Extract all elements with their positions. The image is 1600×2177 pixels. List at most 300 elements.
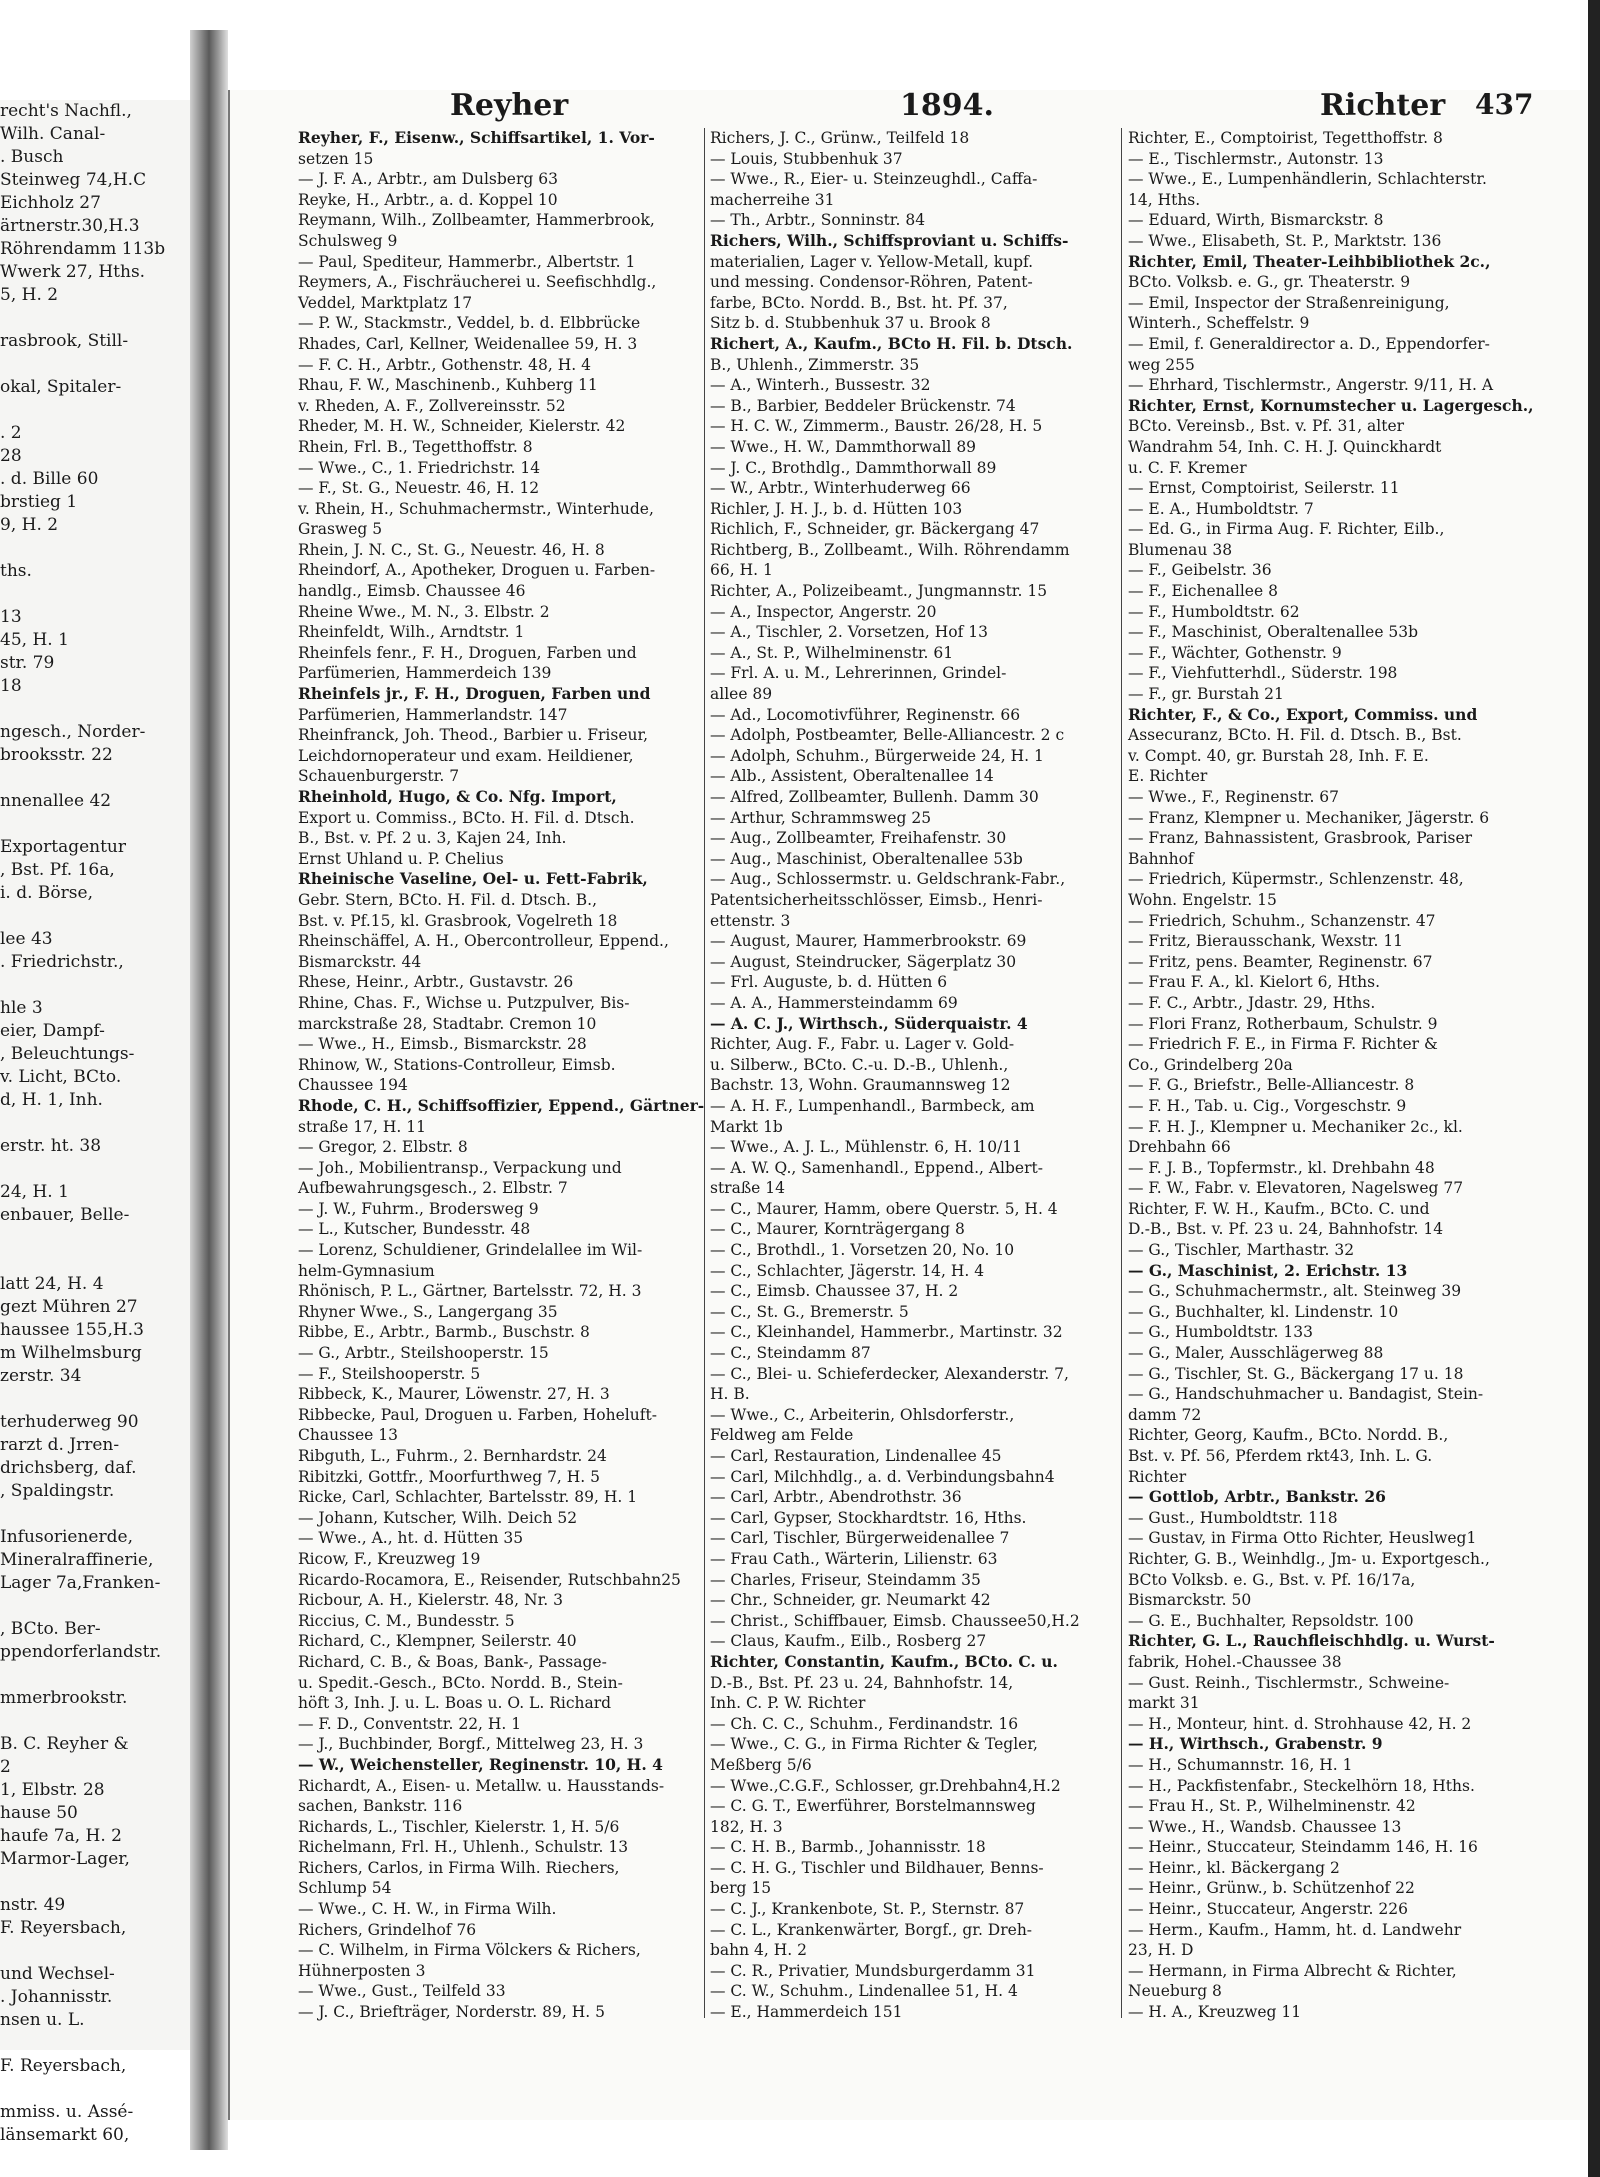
directory-entry-line: — Friedrich, Küpermstr., Schlenzenstr. 48,: [1128, 870, 1464, 889]
directory-entry-line: — Aug., Schlossermstr. u. Geldschrank-Fabr.,: [710, 870, 1066, 889]
directory-entry-line: Richers, J. C., Grünw., Teilfeld 18: [710, 129, 970, 147]
left-page-line: [0, 307, 190, 330]
directory-entry-line: — August, Steindrucker, Sägerplatz 30: [710, 952, 1017, 971]
directory-entry-line: — G., Tischler, Marthastr. 32: [1128, 1241, 1355, 1260]
directory-entry-line: — Wwe., H., Wandsb. Chaussee 13: [1128, 1817, 1402, 1836]
directory-entry-line: — Heinr., Stuccateur, Steindamm 146, H. 16: [1128, 1838, 1478, 1857]
directory-entry-line: — Alb., Assistent, Oberaltenallee 14: [710, 767, 994, 786]
directory-entry-line: Ricardo-Rocamora, E., Reisender, Rutschbahn25: [298, 1570, 681, 1589]
directory-entry-line: Bahnhof: [1128, 849, 1194, 868]
directory-entry-line: Feldweg am Felde: [710, 1426, 854, 1445]
left-page-line: [0, 905, 190, 928]
left-page-line: 13: [0, 607, 22, 627]
directory-entry-line: — C., Maurer, Hamm, obere Querstr. 5, H. 4: [710, 1199, 1058, 1218]
directory-entry-line: — C., Maurer, Kornträgergang 8: [710, 1220, 965, 1239]
left-page-line: brooksstr. 22: [0, 745, 113, 765]
left-page-line: okal, Spitaler-: [0, 377, 122, 397]
directory-entry-line: berg 15: [710, 1879, 772, 1898]
directory-entry-line: — Carl, Milchhdlg., a. d. Verbindungsbahn4: [710, 1467, 1055, 1486]
directory-entry-line: Richter, Georg, Kaufm., BCto. Nordd. B.,: [1128, 1426, 1449, 1445]
left-page-line: und Wechsel-: [0, 1964, 115, 1984]
directory-entry-line: — Ch. C. C., Schuhm., Ferdinandstr. 16: [710, 1714, 1019, 1733]
directory-entry-line: — Wwe., Gust., Teilfeld 33: [298, 1982, 506, 2001]
directory-entry-line: — J., Buchbinder, Borgf., Mittelweg 23, H. 3: [298, 1735, 644, 1754]
left-page-line: . d. Bille 60: [0, 469, 99, 489]
directory-entry-line: Richelmann, Frl. H., Uhlenh., Schulstr. 13: [298, 1838, 629, 1857]
directory-entry-line: — Wwe., H. W., Dammthorwall 89: [710, 437, 977, 456]
directory-entry-line: Riccius, C. M., Bundesstr. 5: [298, 1611, 515, 1630]
directory-entry-line: — Hermann, in Firma Albrecht & Richter,: [1128, 1961, 1457, 1980]
directory-entry-line: — Adolph, Schuhm., Bürgerweide 24, H. 1: [710, 746, 1044, 765]
directory-entry-line: Richers, Wilh., Schiffsproviant u. Schiffs-: [710, 230, 1069, 250]
directory-entry-line: — C. R., Privatier, Mundsburgerdamm 31: [710, 1961, 1036, 1980]
left-page-line: 45, H. 1: [0, 630, 69, 650]
directory-entry-line: Richter, Ernst, Kornumstecher u. Lagergesch.,: [1128, 395, 1534, 415]
directory-entry-line: — A., St. P., Wilhelminenstr. 61: [710, 643, 954, 662]
directory-entry-line: — C., St. G., Bremerstr. 5: [710, 1302, 909, 1321]
left-page-line: 24, H. 1: [0, 1182, 69, 1202]
directory-entry-line: Wohn. Engelstr. 15: [1128, 890, 1277, 909]
directory-entry-line: und messing. Condensor-Röhren, Patent-: [710, 273, 1033, 292]
left-page-line: ngesch., Norder-: [0, 722, 146, 742]
directory-entry-line: Wandrahm 54, Inh. C. H. J. Quinckhardt: [1128, 437, 1442, 456]
left-page-line: F. Reyersbach,: [0, 1918, 127, 1938]
left-page-line: mmerbrookstr.: [0, 1688, 128, 1708]
left-page-line: 18: [0, 676, 22, 696]
left-page-line: Infusorienerde,: [0, 1527, 133, 1547]
directory-entry-line: — Carl, Tischler, Bürgerweidenallee 7: [710, 1529, 1010, 1548]
left-page-line: , Spaldingstr.: [0, 1481, 115, 1501]
directory-entry-line: — Wwe., R., Eier- u. Steinzeughdl., Caffa-: [710, 170, 1038, 189]
directory-entry-line: macherreihe 31: [710, 190, 835, 209]
left-page-line: erstr. ht. 38: [0, 1136, 102, 1156]
left-page-line: Lager 7a,Franken-: [0, 1573, 161, 1593]
directory-entry-line: — Johann, Kutscher, Wilh. Deich 52: [298, 1508, 578, 1527]
directory-entry-line: — Alfred, Zollbeamter, Bullenh. Damm 30: [710, 788, 1039, 806]
directory-entry-line: Bst. v. Pf. 56, Pferdem rkt43, Inh. L. G.: [1128, 1447, 1433, 1465]
directory-entry-line: — Frl. Auguste, b. d. Hütten 6: [710, 973, 948, 992]
directory-entry-line: Schlump 54: [298, 1879, 392, 1898]
directory-entry-line: — Ernst, Comptoirist, Seilerstr. 11: [1128, 479, 1400, 498]
directory-entry-line: — Paul, Spediteur, Hammerbr., Albertstr. 1: [298, 252, 636, 271]
directory-entry-line: u. C. F. Kremer: [1128, 458, 1247, 477]
directory-entry-line: — Wwe., A., ht. d. Hütten 35: [298, 1529, 524, 1548]
directory-entry-line: — P. W., Stackmstr., Veddel, b. d. Elbbrücke: [298, 314, 641, 333]
left-page-line: ppendorferlandstr.: [0, 1642, 162, 1662]
directory-entry-line: — Wwe., C. G., in Firma Richter & Tegler,: [710, 1735, 1038, 1754]
left-page-line: Exportagentur: [0, 837, 127, 857]
directory-entry-line: Reymann, Wilh., Zollbeamter, Hammerbrook,: [298, 211, 655, 230]
directory-entry-line: — F., St. G., Neuestr. 46, H. 12: [298, 479, 540, 498]
directory-entry-line: Richter, F. W. H., Kaufm., BCto. C. und: [1128, 1199, 1430, 1218]
left-page-line: [0, 1158, 190, 1181]
directory-entry-line: Ribbecke, Paul, Droguen u. Farben, Hoheluft-: [298, 1405, 657, 1424]
directory-entry-line: Rheine Wwe., M. N., 3. Elbstr. 2: [298, 602, 550, 621]
left-page-line: 2: [0, 1757, 11, 1777]
directory-entry-line: — F. H., Tab. u. Cig., Vorgeschstr. 9: [1128, 1096, 1407, 1115]
left-page-line: [0, 1710, 190, 1733]
left-page-line: [0, 767, 190, 790]
directory-entry-line: — W., Arbtr., Winterhuderweg 66: [710, 479, 971, 498]
directory-entry-line: Gebr. Stern, BCto. H. Fil. d. Dtsch. B.,: [298, 890, 598, 909]
directory-column-2: [710, 128, 1115, 2023]
directory-entry-line: — C. J., Krankenbote, St. P., Sternstr. 87: [710, 1900, 1025, 1919]
directory-entry-line: — Emil, Inspector der Straßenreinigung,: [1128, 293, 1450, 312]
book-binding: [190, 30, 228, 2150]
directory-entry-line: — Ehrhard, Tischlermstr., Angerstr. 9/11, H. A: [1128, 376, 1494, 395]
left-page-line: , Beleuchtungs-: [0, 1044, 135, 1064]
left-page-line: ths.: [0, 561, 32, 581]
directory-entry-line: — F. G., Briefstr., Belle-Alliancestr. 8: [1128, 1076, 1415, 1095]
directory-entry-line: Chaussee 13: [298, 1426, 398, 1445]
directory-entry-line: — Joh., Mobilientransp., Verpackung und: [298, 1158, 622, 1177]
directory-entry-line: — Wwe., H., Eimsb., Bismarckstr. 28: [298, 1035, 587, 1054]
directory-entry-line: Leichdornoperateur und exam. Heildiener,: [298, 746, 634, 765]
directory-entry-line: — Fritz, pens. Beamter, Reginenstr. 67: [1128, 952, 1433, 971]
directory-entry-line: Rheindorf, A., Apotheker, Droguen u. Farben-: [298, 561, 656, 580]
directory-entry-line: H. B.: [710, 1385, 750, 1404]
directory-entry-line: — C. L., Krankenwärter, Borgf., gr. Dreh-: [710, 1920, 1033, 1939]
header-right-catchword: Richter: [1320, 88, 1446, 123]
directory-entry-line: — Fritz, Bierausschank, Wexstr. 11: [1128, 932, 1404, 951]
directory-entry-line: Reymers, A., Fischräucherei u. Seefischhdlg.,: [298, 273, 657, 292]
directory-entry-line: Drehbahn 66: [1128, 1138, 1231, 1157]
directory-entry-line: — F. D., Conventstr. 22, H. 1: [298, 1714, 522, 1733]
left-page-line: [0, 1250, 190, 1273]
left-page-line: 1, Elbstr. 28: [0, 1780, 105, 1800]
directory-entry-line: — H. A., Kreuzweg 11: [1128, 2003, 1302, 2022]
directory-entry-line: Rhine, Chas. F., Wichse u. Putzpulver, Bis-: [298, 993, 630, 1012]
directory-entry-line: — Ad., Locomotivführer, Reginenstr. 66: [710, 705, 1021, 724]
directory-entry-line: Veddel, Marktplatz 17: [298, 293, 473, 312]
directory-entry-line: Richter: [1128, 1467, 1187, 1486]
directory-entry-line: höft 3, Inh. J. u. L. Boas u. O. L. Richard: [298, 1694, 612, 1713]
directory-entry-line: — A., Winterh., Bussestr. 32: [710, 376, 931, 395]
directory-entry-line: Export u. Commiss., BCto. H. Fil. d. Dtsch.: [298, 808, 635, 827]
directory-entry-line: — C. H. B., Barmb., Johannisstr. 18: [710, 1838, 986, 1857]
directory-entry-line: — H., Schumannstr. 16, H. 1: [1128, 1755, 1353, 1774]
directory-entry-line: — L., Kutscher, Bundesstr. 48: [298, 1220, 531, 1239]
directory-entry-line: — C., Kleinhandel, Hammerbr., Martinstr. 32: [710, 1323, 1063, 1342]
directory-entry-line: BCto. Volksb. e. G., gr. Theaterstr. 9: [1128, 273, 1411, 292]
directory-entry-line: — Adolph, Postbeamter, Belle-Alliancestr. 2 c: [710, 726, 1065, 745]
directory-entry-line: — Wwe., Elisabeth, St. P., Marktstr. 136: [1128, 231, 1442, 250]
directory-entry-line: — Friedrich F. E., in Firma F. Richter &: [1128, 1035, 1438, 1054]
directory-entry-line: — G., Arbtr., Steilshooperstr. 15: [298, 1344, 549, 1363]
column-rule: [704, 128, 705, 2018]
directory-entry-line: Parfümerien, Hammerdeich 139: [298, 664, 552, 683]
directory-entry-line: Markt 1b: [710, 1117, 783, 1136]
directory-entry-line: — Wwe., F., Reginenstr. 67: [1128, 788, 1340, 806]
directory-entry-line: — Aug., Maschinist, Oberaltenallee 53b: [710, 849, 1023, 868]
left-page-line: haussee 155,H.3: [0, 1320, 144, 1340]
left-page-line: latt 24, H. 4: [0, 1274, 104, 1294]
directory-entry-line: Richter, E., Comptoirist, Tegetthoffstr. 8: [1128, 129, 1443, 147]
directory-entry-line: B., Uhlenh., Zimmerstr. 35: [710, 355, 920, 374]
directory-entry-line: — G., Schuhmachermstr., alt. Steinweg 39: [1128, 1282, 1462, 1301]
left-page-line: . Friedrichstr.,: [0, 952, 124, 972]
directory-entry-line: Hühnerposten 3: [298, 1961, 426, 1980]
directory-entry-line: — G., Maler, Ausschlägerweg 88: [1128, 1344, 1384, 1363]
directory-entry-line: Rheinische Vaseline, Oel- u. Fett-Fabrik,: [298, 869, 648, 889]
left-page-line: [0, 2078, 190, 2101]
directory-entry-line: — F. J. B., Topfermstr., kl. Drehbahn 48: [1128, 1158, 1435, 1177]
left-page-line: . 2: [0, 423, 22, 443]
directory-entry-line: Richter, Emil, Theater-Leihbibliothek 2c.,: [1128, 251, 1491, 271]
left-page-line: [0, 537, 190, 560]
left-page-line: nnenallee 42: [0, 791, 112, 811]
directory-entry-line: — Aug., Zollbeamter, Freihafenstr. 30: [710, 829, 1007, 848]
left-page-line: enbauer, Belle-: [0, 1205, 130, 1225]
directory-entry-line: — A. W. Q., Samenhandl., Eppend., Albert-: [710, 1158, 1043, 1177]
left-page-line: 5, H. 2: [0, 285, 59, 305]
directory-entry-line: sachen, Bankstr. 116: [298, 1797, 463, 1816]
directory-entry-line: Richter, F., & Co., Export, Commiss. und: [1128, 704, 1478, 724]
directory-entry-line: u. Spedit.-Gesch., BCto. Nordd. B., Stein-: [298, 1673, 623, 1692]
directory-entry-line: — C., Blei- u. Schieferdecker, Alexanderstr. 7,: [710, 1364, 1069, 1383]
directory-entry-line: setzen 15: [298, 149, 374, 168]
directory-entry-line: Assecuranz, BCto. H. Fil. d. Dtsch. B., Bst.: [1128, 726, 1462, 745]
left-page-line: [0, 2032, 190, 2055]
directory-entry-line: Rhein, J. N. C., St. G., Neuestr. 46, H. 8: [298, 540, 605, 559]
directory-entry-line: — C. G. T., Ewerführer, Borstelmannsweg: [710, 1797, 1036, 1816]
left-page-line: i. d. Börse,: [0, 883, 93, 903]
left-page-line: rasbrook, Still-: [0, 331, 129, 351]
directory-entry-line: — J. C., Briefträger, Norderstr. 89, H. 5: [298, 2003, 605, 2022]
directory-entry-line: — F. C. H., Arbtr., Gothenstr. 48, H. 4: [298, 355, 591, 374]
directory-entry-line: Rheder, M. H. W., Schneider, Kielerstr. 42: [298, 417, 626, 436]
directory-entry-line: — Frau H., St. P., Wilhelminenstr. 42: [1128, 1797, 1416, 1816]
directory-entry-line: Grasweg 5: [298, 520, 383, 539]
directory-entry-line: Winterh., Scheffelstr. 9: [1128, 314, 1310, 333]
left-page-line: [0, 1112, 190, 1135]
directory-entry-line: — Claus, Kaufm., Eilb., Rosberg 27: [710, 1632, 987, 1651]
directory-entry-line: Rhau, F. W., Maschinenb., Kuhberg 11: [298, 376, 598, 395]
directory-entry-line: — Eduard, Wirth, Bismarckstr. 8: [1128, 211, 1384, 230]
directory-entry-line: Ricbour, A. H., Kielerstr. 48, Nr. 3: [298, 1591, 564, 1610]
directory-entry-line: — F., gr. Burstah 21: [1128, 685, 1284, 704]
directory-entry-line: Ribitzki, Gottfr., Moorfurthweg 7, H. 5: [298, 1467, 601, 1486]
left-page-line: 28: [0, 446, 22, 466]
directory-entry-line: — G., Buchhalter, kl. Lindenstr. 10: [1128, 1302, 1399, 1321]
left-page-line: 9, H. 2: [0, 515, 59, 535]
directory-entry-line: farbe, BCto. Nordd. B., Bst. ht. Pf. 37,: [710, 293, 1008, 312]
left-page-line: v. Licht, BCto.: [0, 1067, 122, 1087]
directory-entry-line: Richards, L., Tischler, Kielerstr. 1, H. 5/6: [298, 1817, 620, 1836]
directory-entry-line: Richter, Aug. F., Fabr. u. Lager v. Gold-: [710, 1035, 1015, 1054]
directory-entry-line: — Frau F. A., kl. Kielort 6, Hths.: [1128, 973, 1381, 992]
directory-entry-line: Ernst Uhland u. P. Chelius: [298, 849, 504, 868]
left-page-line: [0, 399, 190, 422]
directory-entry-line: Rheinfeldt, Wilh., Arndtstr. 1: [298, 623, 525, 642]
directory-entry-line: Blumenau 38: [1128, 540, 1233, 559]
directory-entry-line: Richter, Constantin, Kaufm., BCto. C. u.: [710, 1651, 1058, 1671]
left-page-line: d, H. 1, Inh.: [0, 1090, 103, 1110]
directory-entry-line: — Th., Arbtr., Sonninstr. 84: [710, 211, 926, 230]
directory-entry-line: Rhode, C. H., Schiffsoffizier, Eppend., Gärtner-: [298, 1095, 705, 1115]
directory-entry-line: BCto Volksb. e. G., Bst. v. Pf. 16/17a,: [1128, 1570, 1416, 1589]
directory-entry-line: — F., Wächter, Gothenstr. 9: [1128, 643, 1342, 662]
directory-entry-line: Bismarckstr. 50: [1128, 1591, 1252, 1610]
directory-entry-line: — Christ., Schiffbauer, Eimsb. Chaussee50,H.2: [710, 1611, 1080, 1630]
directory-entry-line: Rheinfels fenr., F. H., Droguen, Farben und: [298, 643, 637, 662]
left-page-line: [0, 1227, 190, 1250]
directory-entry-line: — E., Hammerdeich 151: [710, 2003, 903, 2022]
left-page-line: [0, 583, 190, 606]
directory-entry-line: — A. H. F., Lumpenhandl., Barmbeck, am: [710, 1096, 1035, 1115]
directory-entry-line: helm-Gymnasium: [298, 1261, 435, 1280]
directory-entry-line: Co., Grindelberg 20a: [1128, 1055, 1293, 1074]
directory-entry-line: Rhyner Wwe., S., Langergang 35: [298, 1302, 558, 1321]
directory-entry-line: — Wwe., A. J. L., Mühlenstr. 6, H. 10/11: [710, 1138, 1023, 1157]
directory-entry-line: — C. W., Schuhm., Lindenallee 51, H. 4: [710, 1982, 1018, 2001]
directory-entry-line: Rhönisch, P. L., Gärtner, Bartelsstr. 72, H. 3: [298, 1282, 642, 1301]
directory-entry-line: Bismarckstr. 44: [298, 952, 422, 971]
column-rule: [1121, 128, 1122, 2018]
directory-entry-line: Meßberg 5/6: [710, 1755, 812, 1774]
directory-entry-line: Rheinschäffel, A. H., Obercontrolleur, Eppend.,: [298, 932, 669, 951]
directory-column-3: [1128, 128, 1534, 2023]
running-header: [290, 88, 1534, 128]
left-page-line: [0, 1388, 190, 1411]
left-page-line: haufe 7a, H. 2: [0, 1826, 122, 1846]
directory-entry-line: 14, Hths.: [1128, 190, 1201, 209]
directory-entry-line: allee 89: [710, 685, 773, 704]
directory-entry-line: — H., Wirthsch., Grabenstr. 9: [1128, 1734, 1383, 1754]
directory-entry-line: u. Silberw., BCto. C.-u. D.-B., Uhlenh.,: [710, 1055, 1009, 1074]
left-page-line: hle 3: [0, 998, 43, 1018]
directory-entry-line: Richard, C., Klempner, Seilerstr. 40: [298, 1632, 577, 1651]
directory-entry-line: Schauenburgerstr. 7: [298, 767, 460, 786]
directory-entry-line: Richlich, F., Schneider, gr. Bäckergang 47: [710, 520, 1040, 539]
left-page-line: mmiss. u. Assé-: [0, 2102, 134, 2122]
directory-entry-line: — C., Eimsb. Chaussee 37, H. 2: [710, 1282, 959, 1301]
directory-entry-line: Rhein, Frl. B., Tegetthoffstr. 8: [298, 437, 533, 456]
directory-entry-line: — Louis, Stubbenhuk 37: [710, 149, 903, 168]
directory-entry-line: — Franz, Bahnassistent, Grasbrook, Pariser: [1128, 829, 1473, 848]
left-page-line: [0, 1595, 190, 1618]
left-page-line: . Johannisstr.: [0, 1987, 113, 2007]
directory-entry-line: bahn 4, H. 2: [710, 1941, 808, 1960]
left-page-line: nsen u. L.: [0, 2010, 85, 2030]
left-page-line: lee 43: [0, 929, 53, 949]
left-page-line: [0, 1664, 190, 1687]
directory-entry-line: — F., Steilshooperstr. 5: [298, 1364, 481, 1383]
left-page-line: [0, 1940, 190, 1963]
directory-entry-line: Schulsweg 9: [298, 231, 398, 250]
left-page-line: terhuderweg 90: [0, 1412, 139, 1432]
directory-entry-line: Richter, G. L., Rauchfleischhdlg. u. Wurst-: [1128, 1631, 1495, 1651]
left-page-line: Eichholz 27: [0, 193, 101, 213]
directory-entry-line: Richers, Carlos, in Firma Wilh. Riechers,: [298, 1858, 620, 1877]
directory-entry-line: Ricke, Carl, Schlachter, Bartelsstr. 89, H. 1: [298, 1488, 638, 1507]
directory-entry-line: — B., Barbier, Beddeler Brückenstr. 74: [710, 396, 1016, 415]
directory-entry-line: — Herm., Kaufm., Hamm, ht. d. Landwehr: [1128, 1920, 1462, 1939]
directory-entry-line: Chaussee 194: [298, 1076, 408, 1095]
directory-entry-line: 23, H. D: [1128, 1941, 1194, 1960]
directory-entry-line: — Heinr., Grünw., b. Schützenhof 22: [1128, 1879, 1415, 1898]
left-page-line: Wilh. Canal-: [0, 124, 106, 144]
left-page-line: F. Reyersbach,: [0, 2056, 127, 2076]
directory-entry-line: Rhinow, W., Stations-Controlleur, Eimsb.: [298, 1055, 616, 1074]
left-page-line: ärtnerstr.30,H.3: [0, 216, 140, 236]
directory-entry-line: — Heinr., Stuccateur, Angerstr. 226: [1128, 1900, 1408, 1919]
left-page-fragment: [0, 100, 190, 2145]
directory-entry-line: handlg., Eimsb. Chaussee 46: [298, 582, 526, 601]
directory-entry-line: Aufbewahrungsgesch., 2. Elbstr. 7: [298, 1179, 568, 1198]
directory-entry-line: — F., Maschinist, Oberaltenallee 53b: [1128, 623, 1419, 642]
directory-entry-line: — Friedrich, Schuhm., Schanzenstr. 47: [1128, 911, 1436, 930]
directory-entry-line: — Gottlob, Arbtr., Bankstr. 26: [1128, 1487, 1386, 1507]
directory-entry-line: — C., Steindamm 87: [710, 1344, 871, 1363]
directory-entry-line: — A., Tischler, 2. Vorsetzen, Hof 13: [710, 623, 989, 642]
directory-entry-line: — Wwe., C., Arbeiterin, Ohlsdorferstr.,: [710, 1405, 1015, 1424]
directory-entry-line: — J. W., Fuhrm., Brodersweg 9: [298, 1199, 539, 1218]
left-page-line: str. 79: [0, 653, 55, 673]
left-page-line: länsemarkt 60,: [0, 2125, 130, 2145]
directory-entry-line: — Frau Cath., Wärterin, Lilienstr. 63: [710, 1549, 998, 1568]
directory-entry-line: — C., Schlachter, Jägerstr. 14, H. 4: [710, 1261, 985, 1280]
left-page-line: [0, 698, 190, 721]
directory-entry-line: — E., Tischlermstr., Autonstr. 13: [1128, 149, 1384, 168]
directory-entry-line: — Gustav, in Firma Otto Richter, Heuslweg1: [1128, 1529, 1477, 1548]
directory-entry-line: — C., Brothdl., 1. Vorsetzen 20, No. 10: [710, 1241, 1015, 1260]
header-left-catchword: Reyher: [450, 88, 569, 123]
directory-entry-line: — H., Monteur, hint. d. Strohhause 42, H. 2: [1128, 1714, 1472, 1733]
directory-entry-line: Patentsicherheitsschlösser, Eimsb., Henri-: [710, 890, 1043, 909]
directory-entry-line: Richter, G. B., Weinhdlg., Jm- u. Exportgesch.,: [1128, 1549, 1490, 1568]
left-page-line: hause 50: [0, 1803, 78, 1823]
directory-entry-line: — F., Geibelstr. 36: [1128, 561, 1272, 580]
directory-entry-line: — August, Maurer, Hammerbrookstr. 69: [710, 932, 1027, 951]
left-page-line: [0, 1871, 190, 1894]
directory-entry-line: v. Rheden, A. F., Zollvereinsstr. 52: [298, 396, 566, 415]
directory-entry-line: — Frl. A. u. M., Lehrerinnen, Grindel-: [710, 664, 1007, 683]
directory-entry-line: — C. H. G., Tischler und Bildhauer, Benns-: [710, 1858, 1044, 1877]
directory-entry-line: — G. E., Buchhalter, Repsoldstr. 100: [1128, 1611, 1414, 1630]
directory-entry-line: — Ed. G., in Firma Aug. F. Richter, Eilb.,: [1128, 520, 1445, 539]
directory-entry-line: — Carl, Restauration, Lindenallee 45: [710, 1447, 1002, 1465]
left-page-line: [0, 1503, 190, 1526]
left-page-line: [0, 974, 190, 997]
directory-entry-line: Rhades, Carl, Kellner, Weidenallee 59, H. 3: [298, 334, 638, 353]
directory-entry-line: — J. C., Brothdlg., Dammthorwall 89: [710, 458, 997, 477]
left-page-line: , Bst. Pf. 16a,: [0, 860, 115, 880]
directory-entry-line: — Wwe.,C.G.F., Schlosser, gr.Drehbahn4,H.2: [710, 1776, 1061, 1795]
directory-entry-line: Richter, A., Polizeibeamt., Jungmannstr. 15: [710, 582, 1048, 601]
left-page-line: . Busch: [0, 147, 64, 167]
directory-entry-line: v. Rhein, H., Schuhmachermstr., Winterhude,: [298, 499, 654, 518]
directory-entry-line: 182, H. 3: [710, 1817, 783, 1836]
directory-entry-line: 66, H. 1: [710, 561, 773, 580]
directory-entry-line: Ricow, F., Kreuzweg 19: [298, 1549, 481, 1568]
directory-entry-line: — Wwe., C. H. W., in Firma Wilh.: [298, 1900, 557, 1919]
directory-entry-line: — F. C., Arbtr., Jdastr. 29, Hths.: [1128, 993, 1376, 1012]
directory-entry-line: Rheinfels jr., F. H., Droguen, Farben und: [298, 684, 651, 704]
left-page-line: zerstr. 34: [0, 1366, 82, 1386]
left-page-line: B. C. Reyher &: [0, 1734, 129, 1754]
directory-entry-line: BCto. Vereinsb., Bst. v. Pf. 31, alter: [1128, 417, 1405, 436]
left-page-line: Röhrendamm 113b: [0, 239, 166, 259]
directory-entry-line: Rheinfranck, Joh. Theod., Barbier u. Friseur,: [298, 726, 649, 745]
directory-entry-line: Bst. v. Pf.15, kl. Grasbrook, Vogelreth 18: [298, 911, 618, 930]
directory-entry-line: Richard, C. B., & Boas, Bank-, Passage-: [298, 1652, 607, 1671]
directory-entry-line: E. Richter: [1128, 767, 1208, 786]
directory-entry-line: Reyher, F., Eisenw., Schiffsartikel, 1. Vor-: [298, 128, 655, 147]
directory-entry-line: Ribbe, E., Arbtr., Barmb., Buschstr. 8: [298, 1323, 590, 1342]
directory-entry-line: — Franz, Klempner u. Mechaniker, Jägerstr. 6: [1128, 808, 1490, 827]
directory-entry-line: — Arthur, Schrammsweg 25: [710, 808, 932, 827]
